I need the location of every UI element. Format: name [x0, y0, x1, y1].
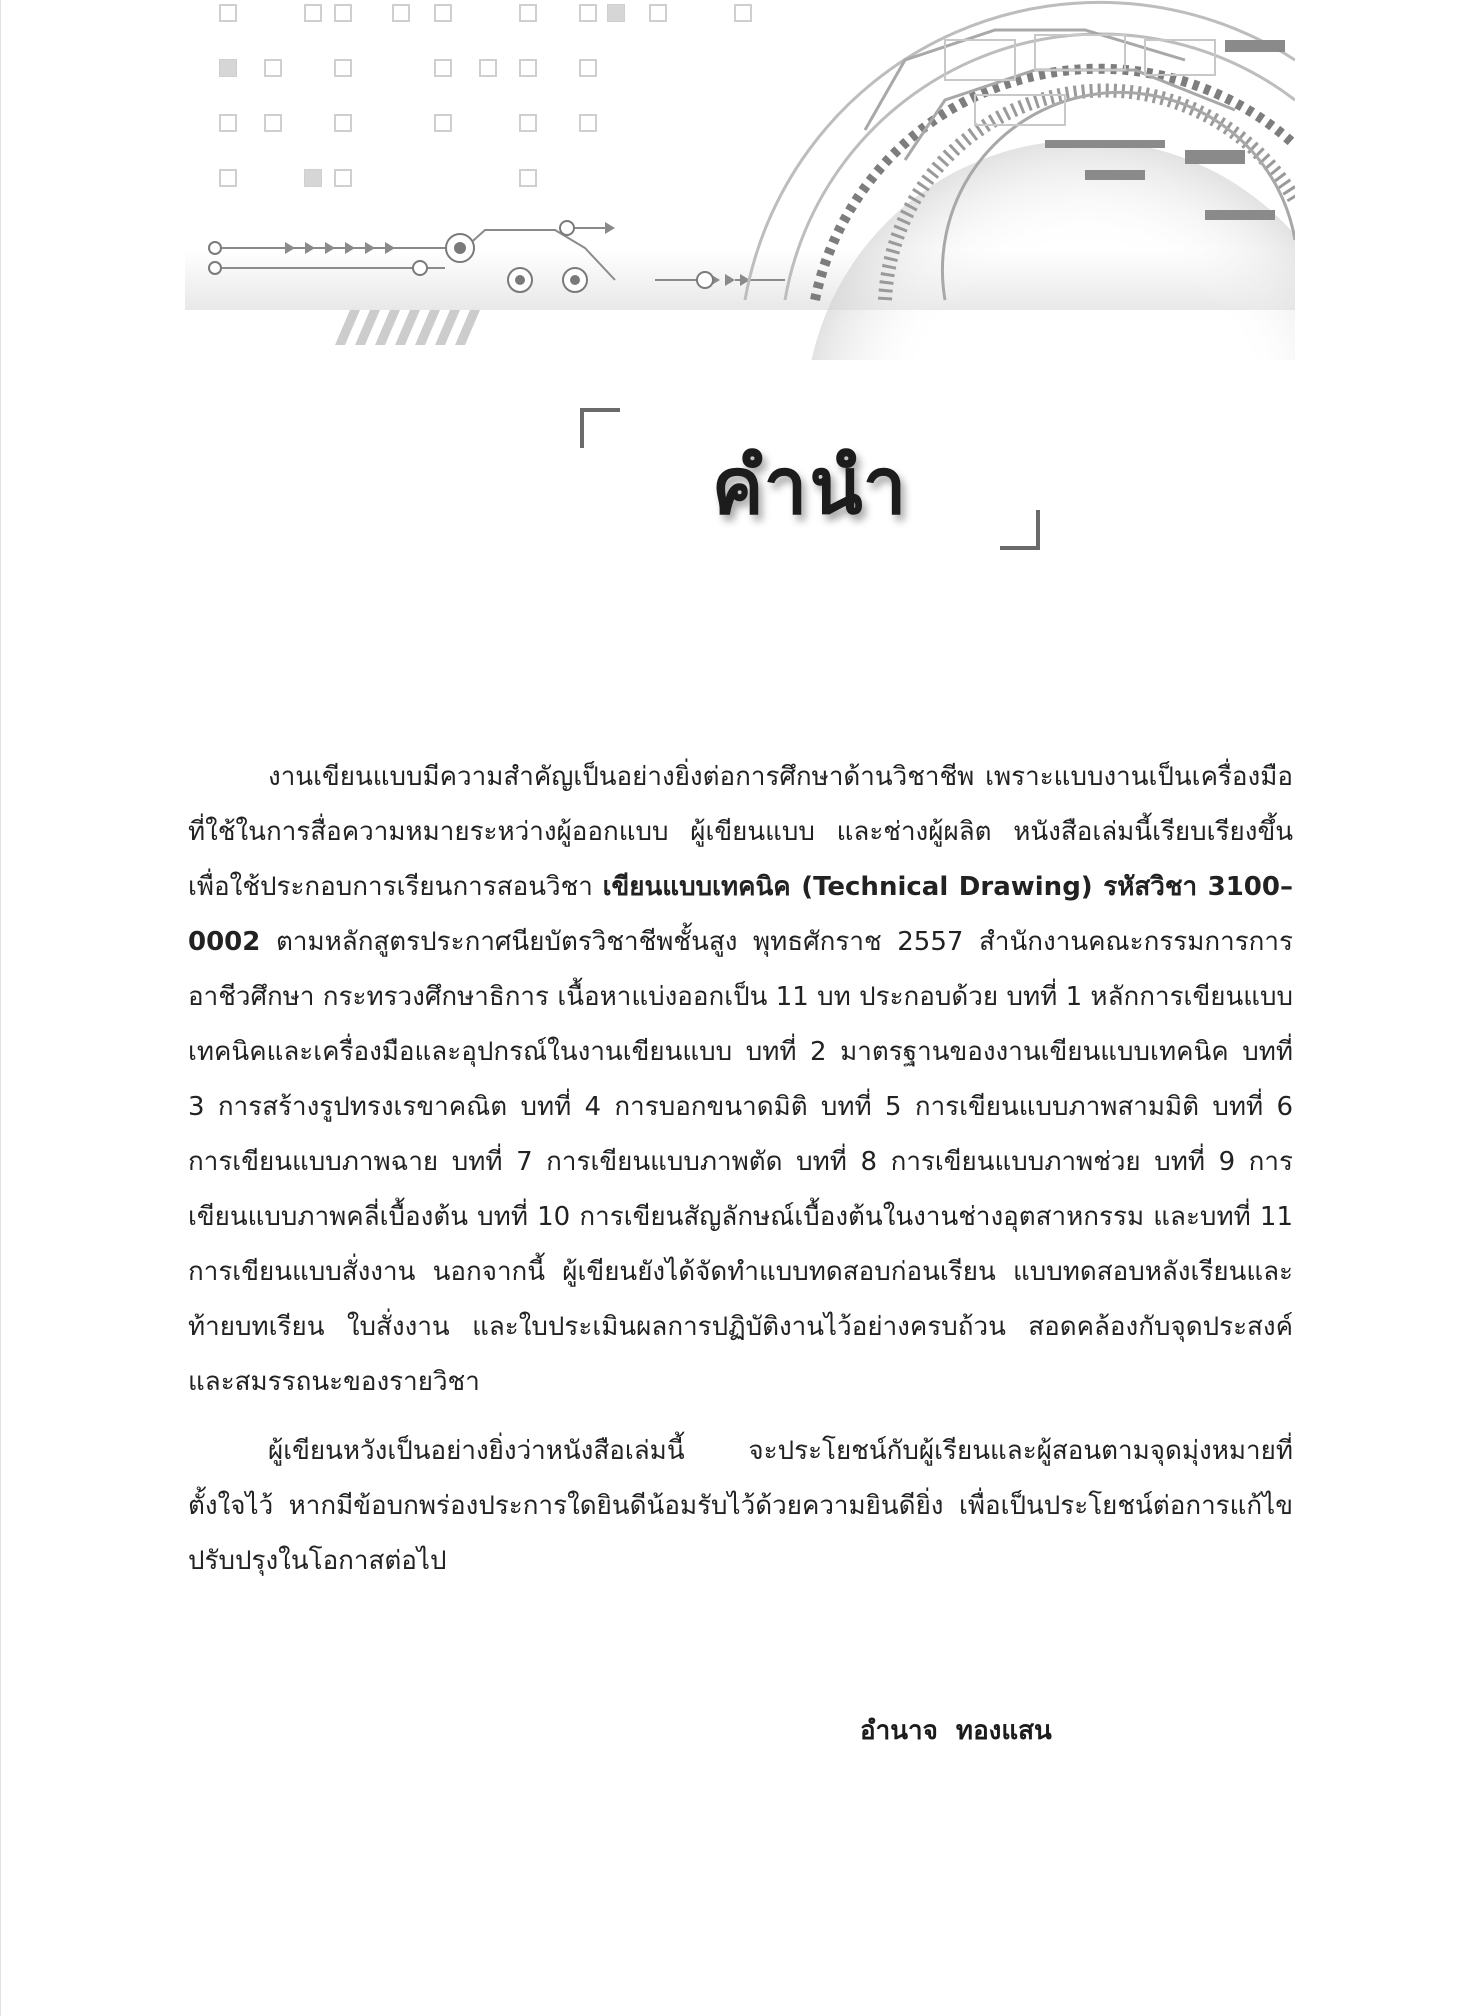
corner-bracket-bottom-right-icon	[1000, 510, 1040, 550]
title-block	[580, 400, 1040, 550]
paragraph-1-part-1: งานเขียนแบบมีความสำคัญเป็นอย่างยิ่งต่อการศึกษาด้านวิชาชีพ เพราะแบบงานเป็นเครื่องมือที่ใช้ในการสื่อความหมายระหว่างผู้ออกแบบ ผู้เขียนแบบ และช่างผู้ผลิต หนังสือเล่มนี้เรียบเรียงขึ้นเพื่อใช้ประกอบการเรียนการสอนวิชา	[188, 762, 1293, 902]
foreword-body	[188, 750, 1293, 1589]
course-title: เขียนแบบเทคนิค (Technical Drawing) รหัสวิชา 3100–0002	[188, 872, 1293, 957]
circuit-header-graphic	[185, 0, 1295, 360]
author-signature: อำนาจ ทองแสน	[860, 1716, 1052, 1746]
page-title: คำนำ	[711, 442, 909, 532]
paragraph-2: ผู้เขียนหวังเป็นอย่างยิ่งว่าหนังสือเล่มนี้ จะประโยชน์กับผู้เรียนและผู้สอนตามจุดมุ่งหมายที่ตั้งใจไว้ หากมีข้อบกพร่องประการใดยินดีน้อมรับไว้ด้วยความยินดียิ่ง เพื่อเป็นประโยชน์ต่อการแก้ไขปรับปรุงในโอกาสต่อไป	[188, 1436, 1293, 1576]
paragraph-1-part-2: ตามหลักสูตรประกาศนียบัตรวิชาชีพชั้นสูง พุทธศักราช 2557 สำนักงานคณะกรรมการการอาชีวศึกษา กระทรวงศึกษาธิการ เนื้อหาแบ่งออกเป็น 11 บท ประกอบด้วย บทที่ 1 หลักการเขียนแบบเทคนิคและเครื่องมือและอุปกรณ์ในงานเขียนแบบ บทที่ 2 มาตรฐานของงานเขียนแบบเทคนิค บทที่ 3 การสร้างรูปทรงเรขาคณิต บทที่ 4 การบอกขนาดมิติ บทที่ 5 การเขียนแบบภาพสามมิติ บทที่ 6 การเขียนแบบภาพฉาย บทที่ 7 การเขียนแบบภาพตัด บทที่ 8 การเขียนแบบภาพช่วย บทที่ 9 การเขียนแบบภาพคลี่เบื้องต้น บทที่ 10 การเขียนสัญลักษณ์เบื้องต้นในงานช่างอุตสาหกรรม และบทที่ 11 การเขียนแบบสั่งงาน นอกจากนี้ ผู้เขียนยังได้จัดทำแบบทดสอบก่อนเรียน แบบทดสอบหลังเรียนและท้ายบทเรียน ใบสั่งงาน และใบประเมินผลการปฏิบัติงานไว้อย่างครบถ้วน สอดคล้องกับจุดประสงค์และสมรรถนะของรายวิชา	[188, 927, 1293, 1397]
paragraph-1	[188, 750, 1293, 1410]
